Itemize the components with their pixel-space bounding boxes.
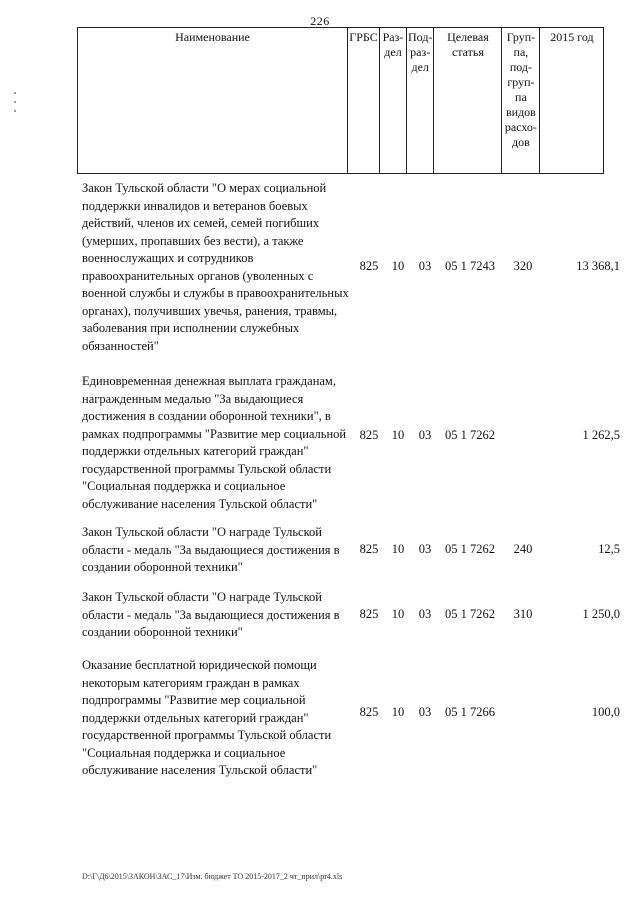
row-podrazdel: 03 <box>418 259 432 273</box>
row-group: 310 <box>513 607 533 621</box>
row-razdel: 10 <box>391 705 405 719</box>
header-name: Наименование <box>78 28 348 174</box>
row-podrazdel: 03 <box>418 542 432 556</box>
row-razdel: 10 <box>391 607 405 621</box>
row-podrazdel: 03 <box>418 428 432 442</box>
row-amount: 12,5 <box>598 542 620 556</box>
row-target: 05 1 7266 <box>445 705 495 719</box>
row-name: Закон Тульской области "О награде Тульской области - медаль "За выдающиеся достижения в создании оборонной техники" <box>82 590 340 639</box>
row-grbs: 825 <box>359 705 379 719</box>
header-target: Целевая статья <box>434 28 502 174</box>
row-grbs: 825 <box>359 259 379 273</box>
row-group: 320 <box>513 259 533 273</box>
row-name: Закон Тульской области "О награде Тульской области - медаль "За выдающиеся достижения в создании оборонной техники" <box>82 525 340 574</box>
header-podrazdel: Под- раз- дел <box>407 28 434 174</box>
row-podrazdel: 03 <box>418 607 432 621</box>
row-razdel: 10 <box>391 259 405 273</box>
row-grbs: 825 <box>359 607 379 621</box>
row-amount: 1 262,5 <box>582 428 620 442</box>
row-target: 05 1 7262 <box>445 542 495 556</box>
row-name: Закон Тульской области "О мерах социальной поддержки инвалидов и ветеранов боевых действий, членов их семей, семей погибших (умерших, пропавших без вести), а также военнослужащих и сотрудников правоохранительных органов (уволенных с военной службы и службы в правоохранительных органах), получивших увечья, ранения, травмы, заболевания при исполнении служебных обязанностей" <box>82 181 349 353</box>
header-group: Груп- па, под- груп- па видов расхо- дов <box>502 28 540 174</box>
footer-file-path: D:\Г\Д6\2015\ЗАКОН\ЗАС_17\Изм. бюджет ТО 2015-2017_2 чт_прил\pr4.xls <box>82 872 343 881</box>
row-amount: 1 250,0 <box>582 607 620 621</box>
row-name: Оказание бесплатной юридической помощи некоторым категориям граждан в рамках подпрограммы "Развитие мер социальной поддержки отдельных категорий граждан" государственной программы Тульской области "Социальная поддержка и социальное обслуживание населения Тульской области" <box>82 658 332 777</box>
row-razdel: 10 <box>391 428 405 442</box>
row-podrazdel: 03 <box>418 705 432 719</box>
row-razdel: 10 <box>391 542 405 556</box>
page-number: 226 <box>310 14 330 28</box>
row-target: 05 1 7243 <box>445 259 495 273</box>
header-grbs: ГРБС <box>348 28 380 174</box>
row-amount: 13 368,1 <box>576 259 620 273</box>
row-target: 05 1 7262 <box>445 428 495 442</box>
row-group: 240 <box>513 542 533 556</box>
row-amount: 100,0 <box>591 705 620 719</box>
row-name: Единовременная денежная выплата гражданам, награжденным медалью "За выдающиеся достижения в создании оборонной техники", в рамках подпрограммы "Развитие мер социальной поддержки отдельных категорий граждан" государственной программы Тульской области "Социальная поддержка и социальное обслуживание населения Тульской области" <box>82 374 347 511</box>
row-grbs: 825 <box>359 542 379 556</box>
row-target: 05 1 7262 <box>445 607 495 621</box>
header-year: 2015 год <box>540 28 604 174</box>
row-grbs: 825 <box>359 428 379 442</box>
header-razdel: Раз- дел <box>380 28 407 174</box>
